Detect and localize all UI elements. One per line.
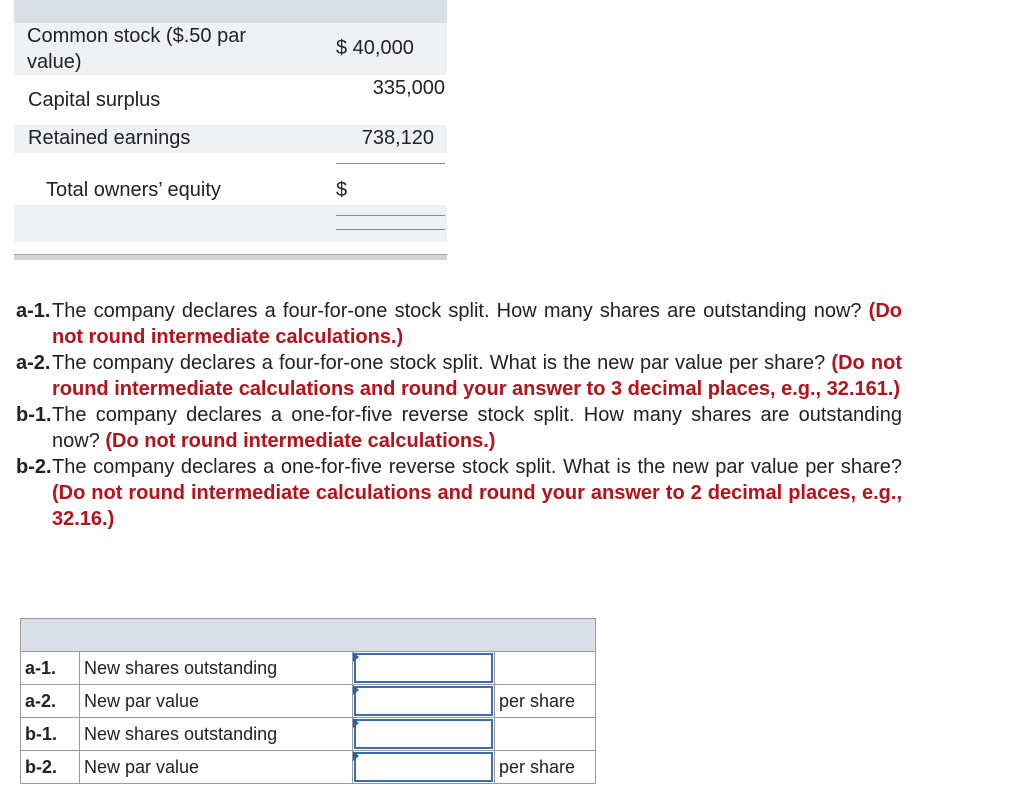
answer-row-id: a-2.: [21, 685, 80, 718]
answer-row-label: New par value: [80, 685, 353, 718]
answer-row-label: New par value: [80, 751, 353, 784]
answer-row-id: b-2.: [21, 751, 80, 784]
input-marker-icon: [353, 718, 359, 728]
equity-table-footer-bar: [14, 254, 447, 260]
question-list: [16, 298, 902, 532]
new-shares-outstanding-a1-input[interactable]: [354, 653, 493, 683]
input-marker-icon: [353, 652, 359, 662]
question-body: The company declares a four-for-one stock split. How many shares are outstanding now?: [52, 300, 869, 322]
question-instruction: (Do not round intermediate calculations and round your answer to 3 decimal places, e.g., 32.161.): [52, 352, 902, 400]
answer-row-id: b-1.: [21, 718, 80, 751]
question-b1: [16, 402, 902, 454]
common-stock-label: Common stock ($.50 par value): [27, 25, 246, 73]
question-number: a-2.: [16, 352, 51, 374]
total-equity-value: $: [336, 179, 348, 201]
answer-input-cell: [353, 652, 495, 685]
answer-row-b2: [21, 751, 596, 784]
equity-label: [27, 23, 297, 75]
retained-earnings-value: 738,120: [361, 127, 434, 149]
question-body: The company declares a one-for-five reverse stock split. What is the new par value per share?: [52, 456, 902, 478]
answer-input-cell: [353, 718, 495, 751]
input-marker-icon: [353, 685, 359, 695]
answer-input-cell: [353, 751, 495, 784]
answer-row-a1: [21, 652, 596, 685]
question-number: a-1.: [16, 300, 51, 322]
answer-unit: per share: [495, 685, 596, 718]
answer-row-a2: [21, 685, 596, 718]
new-par-value-b2-input[interactable]: [354, 752, 493, 782]
answer-input-cell: [353, 685, 495, 718]
input-marker-icon: [353, 751, 359, 761]
answer-table: [20, 618, 596, 784]
question-number: b-2.: [16, 456, 52, 478]
question-text: [52, 402, 902, 454]
question-instruction: (Do not round intermediate calculations and round your answer to 2 decimal places, e.g., 32.16.): [52, 482, 902, 530]
equity-row-retained-earnings: [14, 125, 447, 153]
question-instruction: (Do not round intermediate calculations.): [105, 430, 496, 452]
equity-row-total: [14, 153, 447, 205]
question-text: [52, 298, 902, 350]
question-a1: [16, 298, 902, 350]
question-instruction: (Do not round intermediate calculations.): [52, 300, 902, 348]
retained-earnings-label: Retained earnings: [28, 127, 191, 149]
equity-row-blank: [14, 205, 447, 242]
answer-unit: per share: [495, 751, 596, 784]
total-double-rule-bottom: [336, 229, 445, 230]
equity-table-header-bar: [14, 0, 447, 23]
capital-surplus-value: 335,000: [372, 77, 445, 99]
new-shares-outstanding-b1-input[interactable]: [354, 719, 493, 749]
answer-unit: [495, 652, 596, 685]
question-text: [52, 350, 902, 402]
answer-row-b1: [21, 718, 596, 751]
answer-unit: [495, 718, 596, 751]
common-stock-value: $ 40,000: [336, 37, 414, 59]
question-body: The company declares a one-for-five reverse stock split. How many shares are outstanding now?: [52, 404, 902, 452]
total-double-rule-top: [336, 215, 445, 216]
equity-row-capital-surplus: [14, 75, 447, 125]
total-equity-label: Total owners’ equity: [46, 179, 221, 201]
equity-row-common-stock: [14, 23, 447, 75]
question-number: b-1.: [16, 404, 52, 426]
answer-table-header: [21, 619, 596, 652]
answer-row-label: New shares outstanding: [80, 718, 353, 751]
capital-surplus-label: Capital surplus: [28, 89, 161, 111]
answer-table-header-cell: [21, 619, 596, 652]
question-body: The company declares a four-for-one stock split. What is the new par value per share?: [52, 352, 832, 374]
question-b2: [16, 454, 902, 532]
question-a2: [16, 350, 902, 402]
new-par-value-a2-input[interactable]: [354, 686, 493, 716]
answer-row-label: New shares outstanding: [80, 652, 353, 685]
question-text: [52, 454, 902, 532]
answer-row-id: a-1.: [21, 652, 80, 685]
